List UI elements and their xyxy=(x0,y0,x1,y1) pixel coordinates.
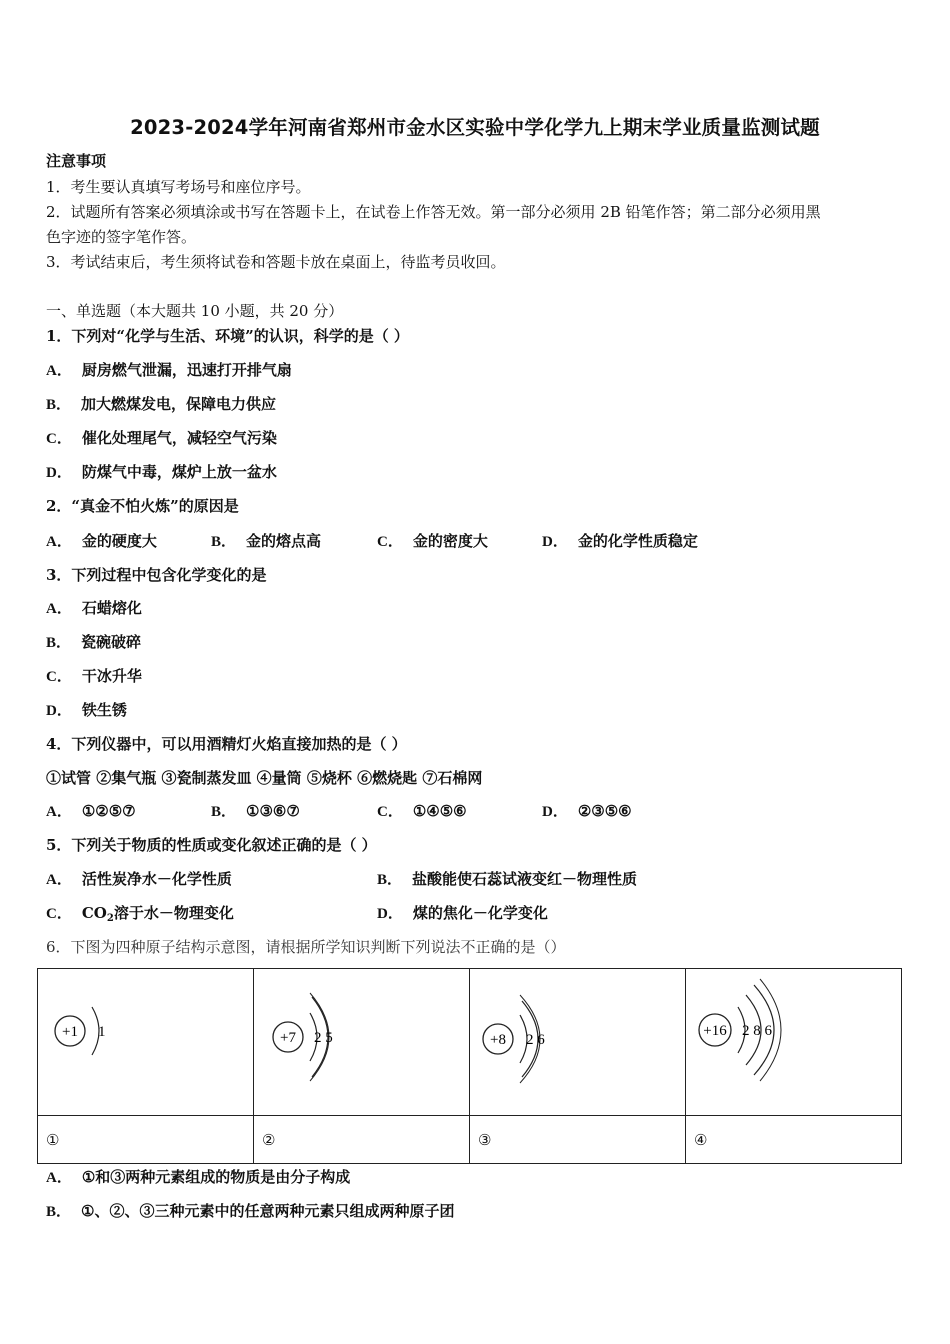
atom-cell xyxy=(254,969,470,1116)
atom-cell xyxy=(470,969,686,1116)
q2-option-c[interactable]: C． 金的密度大 xyxy=(377,532,488,550)
q4-option-a[interactable]: A． ①②⑤⑦ xyxy=(46,802,136,820)
q1-option-a[interactable]: A． 厨房燃气泄漏，迅速打开排气扇 xyxy=(46,361,292,379)
q5-option-b[interactable]: B． 盐酸能使石蕊试液变红－物理性质 xyxy=(377,870,638,888)
page-title: 2023-2024学年河南省郑州市金水区实验中学化学九上期末学业质量监测试题 xyxy=(130,116,820,139)
q4-option-b[interactable]: B． ①③⑥⑦ xyxy=(211,802,300,820)
q4-option-d[interactable]: D． ②③⑤⑥ xyxy=(542,802,632,820)
atom-diagram-3 xyxy=(470,969,685,1115)
question-6-stem: 6．下图为四种原子结构示意图，请根据所学知识判断下列说法不正确的是（） xyxy=(46,938,566,956)
electron-config-2: 2 5 xyxy=(314,1030,333,1046)
atom-label-4: ④ xyxy=(686,1116,902,1164)
question-3-stem: 3．下列过程中包含化学变化的是 xyxy=(46,566,267,584)
q1-option-b[interactable]: B． 加大燃煤发电，保障电力供应 xyxy=(46,395,277,413)
q6-option-a[interactable]: A． ①和③两种元素组成的物质是由分子构成 xyxy=(46,1168,351,1186)
question-4-stem: 4．下列仪器中，可以用酒精灯火焰直接加热的是（ ） xyxy=(46,735,407,753)
atom-label-2: ② xyxy=(254,1116,470,1164)
q5-option-c[interactable]: C． $CO_2$溶于水－物理变化 xyxy=(46,904,234,924)
electron-config-1: 1 xyxy=(98,1024,106,1040)
electron-config-4: 2 8 6 xyxy=(742,1023,772,1039)
atom-cell xyxy=(38,969,254,1116)
notice-item: 1．考生要认真填写考场号和座位序号。 xyxy=(46,178,311,196)
atom-diagram-2 xyxy=(254,969,469,1115)
q4-option-c[interactable]: C． ①④⑤⑥ xyxy=(377,802,467,820)
notice-item: 3．考试结束后，考生须将试卷和答题卡放在桌面上，待监考员收回。 xyxy=(46,253,506,271)
notice-item: 2．试题所有答案必须填涂或书写在答题卡上，在试卷上作答无效。第一部分必须用 2B 铅笔作答；第二部分必须用黑 xyxy=(46,203,821,221)
q3-option-b[interactable]: B． 瓷碗破碎 xyxy=(46,633,142,651)
atom-cell xyxy=(686,969,902,1116)
atom-label-1: ① xyxy=(38,1116,254,1164)
electron-config-3: 2 6 xyxy=(526,1032,545,1048)
q3-option-d[interactable]: D． 铁生锈 xyxy=(46,701,127,719)
q2-option-a[interactable]: A． 金的硬度大 xyxy=(46,532,157,550)
q1-option-d[interactable]: D． 防煤气中毒，煤炉上放一盆水 xyxy=(46,463,277,481)
q1-option-c[interactable]: C． 催化处理尾气，减轻空气污染 xyxy=(46,429,277,447)
atom-label-3: ③ xyxy=(470,1116,686,1164)
notice-item: 色字迹的签字笔作答。 xyxy=(46,228,197,246)
atom-diagram-4 xyxy=(686,969,901,1115)
q2-option-b[interactable]: B． 金的熔点高 xyxy=(211,532,322,550)
atom-structure-table xyxy=(37,968,902,1164)
notice-heading: 注意事项 xyxy=(46,152,107,170)
q5-option-a[interactable]: A． 活性炭净水－化学性质 xyxy=(46,870,232,888)
question-5-stem: 5．下列关于物质的性质或变化叙述正确的是（ ） xyxy=(46,836,377,854)
nucleus-charge-3: +8 xyxy=(490,1032,506,1048)
q5-option-d[interactable]: D． 煤的焦化－化学变化 xyxy=(377,904,548,922)
section-heading: 一、单选题（本大题共 10 小题，共 20 分） xyxy=(46,302,344,320)
q2-option-d[interactable]: D． 金的化学性质稳定 xyxy=(542,532,698,550)
q3-option-a[interactable]: A． 石蜡熔化 xyxy=(46,599,142,617)
nucleus-charge-4: +16 xyxy=(703,1023,727,1039)
q6-option-b[interactable]: B． ①、②、③三种元素中的任意两种元素只组成两种原子团 xyxy=(46,1202,455,1220)
question-4-instruments: ①试管 ②集气瓶 ③瓷制蒸发皿 ④量筒 ⑤烧杯 ⑥燃烧匙 ⑦石棉网 xyxy=(46,769,483,787)
nucleus-charge-1: +1 xyxy=(62,1024,78,1040)
atom-diagram-1 xyxy=(38,969,253,1115)
question-1-stem: 1．下列对“化学与生活、环境”的认识，科学的是（ ） xyxy=(46,327,409,345)
question-2-stem: 2．“真金不怕火炼”的原因是 xyxy=(46,497,239,515)
nucleus-charge-2: +7 xyxy=(280,1030,296,1046)
q3-option-c[interactable]: C． 干冰升华 xyxy=(46,667,142,685)
